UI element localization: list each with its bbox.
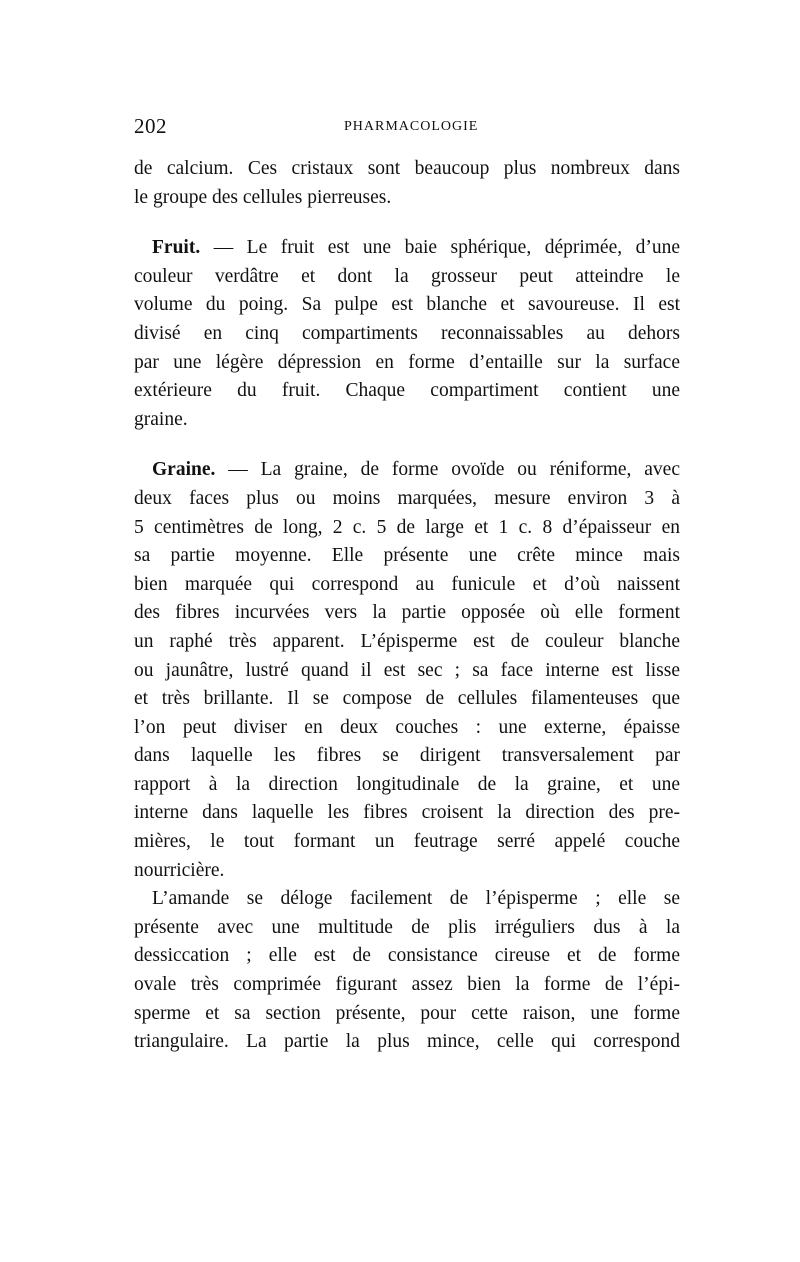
text-line: triangulaire. La partie la plus mince, celle qui correspond: [134, 1031, 680, 1053]
text-line: de calcium. Ces cristaux sont beaucoup plus nombreux dans: [134, 158, 680, 179]
text-line: des fibres incurvées vers la partie opposée où elle forment: [134, 602, 680, 624]
text-line: L’amande se déloge facilement de l’épisperme ; elle se: [152, 888, 680, 910]
page-number: 202: [134, 114, 167, 138]
section-lead-graine: Graine.: [152, 459, 216, 481]
text-line: le groupe des cellules pierreuses.: [134, 186, 392, 208]
text-line: divisé en cinq compartiments reconnaissables au dehors: [134, 322, 680, 344]
text-line: sa partie moyenne. Elle présente une crête mince mais: [134, 545, 680, 567]
text-line: nourricière.: [134, 859, 225, 881]
paragraph-amande: [134, 885, 680, 1057]
text-line: ovale très comprimée figurant assez bien la forme de l’épi-: [134, 974, 680, 996]
paragraph-fruit: [134, 234, 680, 434]
text-line: [134, 456, 680, 485]
text-line: rapport à la direction longitudinale de la graine, et une: [134, 773, 680, 795]
paragraph-spacer: [134, 434, 680, 456]
text-line: couleur verdâtre et dont la grosseur peut atteindre le: [134, 265, 680, 287]
paragraph-calcium: [134, 155, 680, 212]
text-line: ou jaunâtre, lustré quand il est sec ; sa face interne est lisse: [134, 659, 680, 681]
paragraph-graine: [134, 456, 680, 885]
paragraph-spacer: [134, 212, 680, 234]
text-line: volume du poing. Sa pulpe est blanche et savoureuse. Il est: [134, 294, 680, 316]
text-line: l’on peut diviser en deux couches : une externe, épaisse: [134, 716, 680, 738]
text-line-rest: — Le fruit est une baie sphérique, déprimée, d’une: [200, 237, 680, 259]
text-line: interne dans laquelle les fibres croisent la direction des pre-: [134, 802, 680, 824]
text-line: mières, le tout formant un feutrage serré appelé couche: [134, 831, 680, 853]
text-line: un raphé très apparent. L’épisperme est de couleur blanche: [134, 630, 680, 652]
text-line-rest: — La graine, de forme ovoïde ou réniforme, avec: [215, 459, 680, 481]
text-line: 5 centimètres de long, 2 c. 5 de large et 1 c. 8 d’épaisseur en: [134, 516, 680, 538]
text-line: dessiccation ; elle est de consistance cireuse et de forme: [134, 945, 680, 967]
text-line: présente avec une multitude de plis irréguliers dus à la: [134, 916, 680, 938]
text-line: [134, 234, 680, 263]
text-line: extérieure du fruit. Chaque compartiment contient une: [134, 380, 680, 402]
section-lead-fruit: Fruit.: [152, 237, 201, 259]
text-line: par une légère dépression en forme d’entaille sur la surface: [134, 351, 680, 373]
page-header: [134, 114, 680, 144]
text-line: sperme et sa section présente, pour cette raison, une forme: [134, 1002, 680, 1024]
body-text: [134, 155, 680, 1057]
text-line: dans laquelle les fibres se dirigent transversalement par: [134, 745, 680, 767]
text-line: deux faces plus ou moins marquées, mesure environ 3 à: [134, 487, 680, 509]
text-line: et très brillante. Il se compose de cellules filamenteuses que: [134, 688, 680, 710]
text-line: bien marquée qui correspond au funicule et d’où naissent: [134, 573, 680, 595]
text-line: graine.: [134, 408, 188, 430]
running-head: PHARMACOLOGIE: [344, 119, 479, 134]
